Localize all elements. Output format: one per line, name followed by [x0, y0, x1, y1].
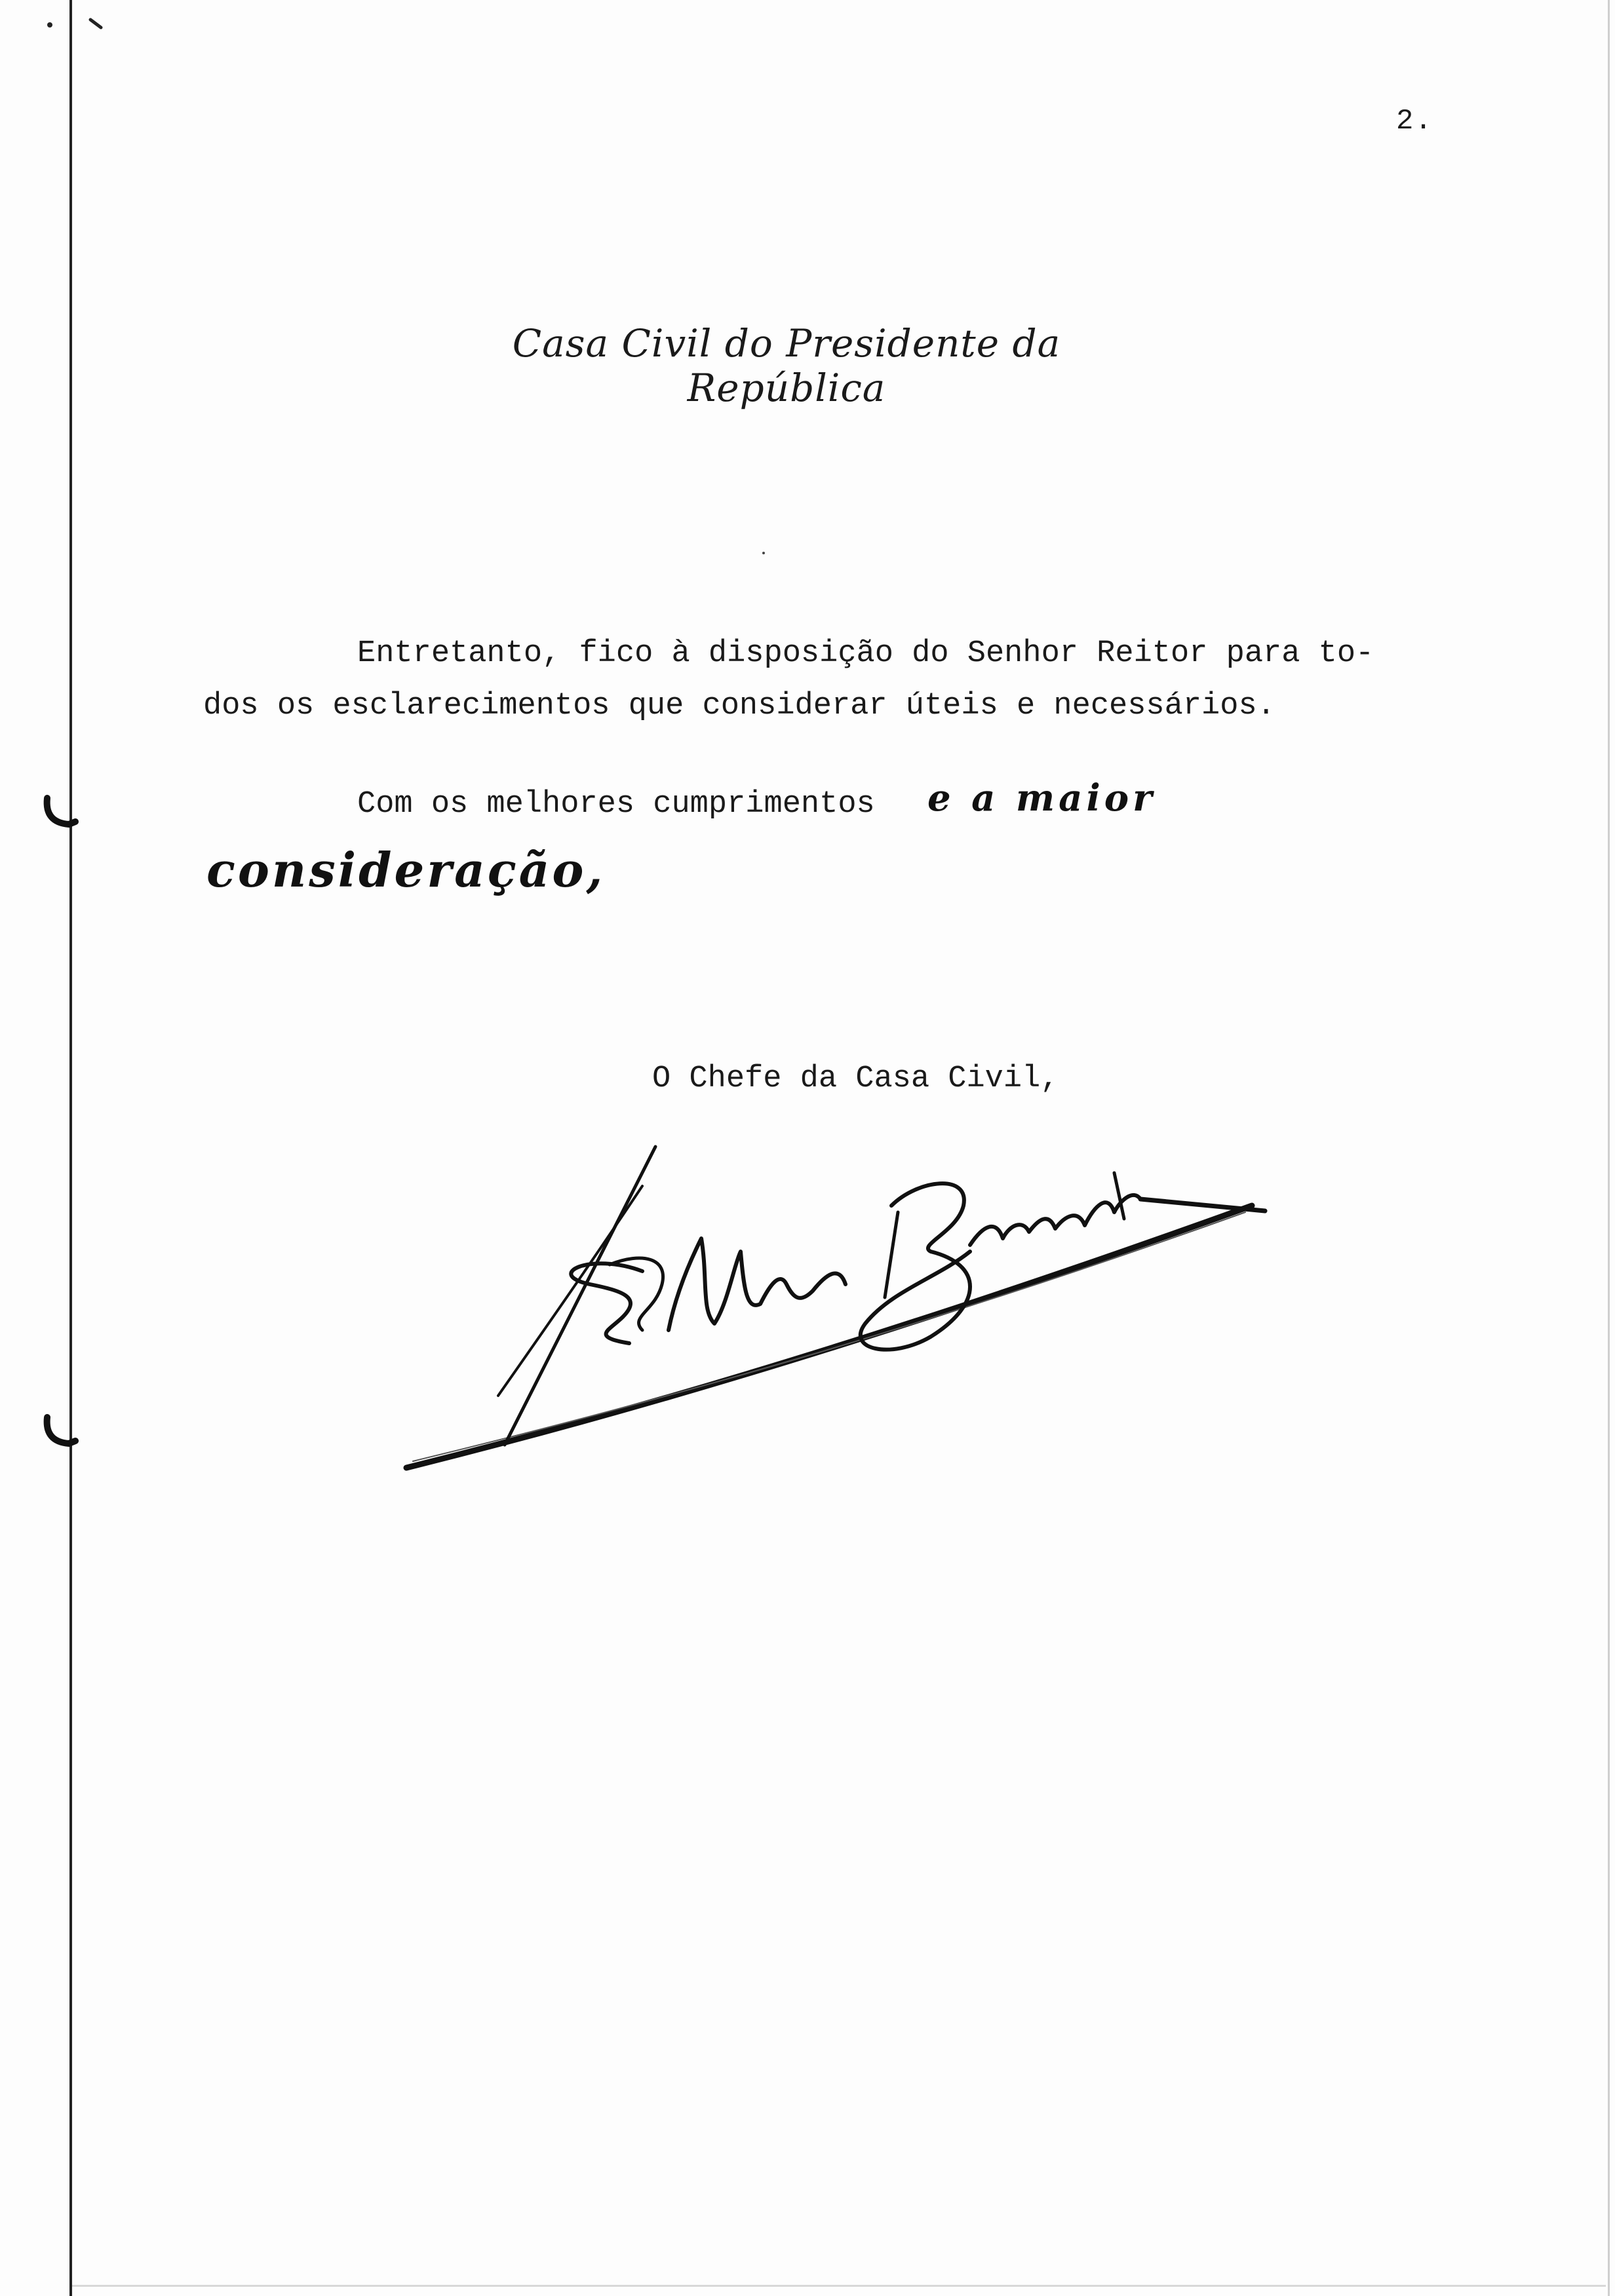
ink-dot [762, 552, 765, 554]
handwritten-addition-line-2: consideração, [206, 842, 606, 898]
corner-marks [45, 14, 117, 41]
page-bottom-edge [72, 2285, 1606, 2287]
letterhead: Casa Civil do Presidente da República [512, 321, 1061, 410]
paragraph-2-typed: Com os melhores cumprimentos [357, 787, 875, 822]
binding-line [69, 0, 72, 2296]
handwritten-signature [393, 1134, 1278, 1487]
punch-hole-mark-bottom [39, 1412, 92, 1451]
paragraph-1-line-2: dos os esclarecimentos que considerar úteis e necessários. [203, 689, 1275, 723]
page-number: 2. [1396, 105, 1433, 138]
handwritten-addition-line-1: e a maior [927, 776, 1156, 820]
page-right-edge [1608, 0, 1610, 2296]
punch-hole-mark-top [39, 793, 92, 832]
paragraph-1-line-1: Entretanto, fico à disposição do Senhor Reitor para to- [357, 636, 1374, 671]
signatory-title: O Chefe da Casa Civil, [652, 1062, 1059, 1096]
